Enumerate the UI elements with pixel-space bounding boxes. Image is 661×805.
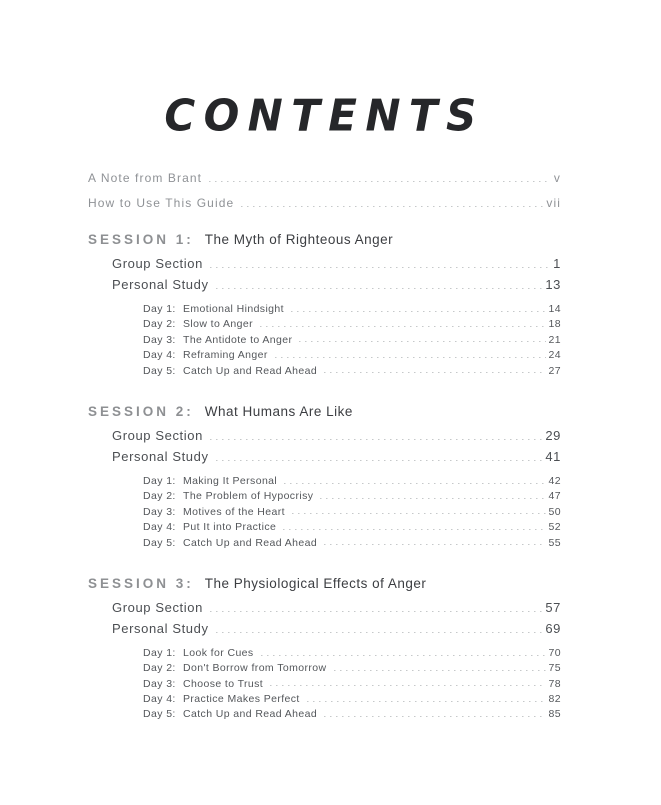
dot-leader bbox=[216, 459, 543, 461]
toc-day-entry bbox=[88, 475, 561, 490]
toc-entry-page: 14 bbox=[548, 303, 561, 315]
toc-entry bbox=[88, 449, 561, 470]
toc-entry-page: 18 bbox=[548, 318, 561, 331]
day-title: Making It Personal bbox=[183, 474, 278, 487]
dot-leader bbox=[320, 497, 545, 499]
day-title: Look for Cues bbox=[183, 646, 254, 659]
day-list bbox=[88, 647, 561, 724]
toc-entry-page: v bbox=[553, 171, 561, 185]
day-label: Day 2: bbox=[143, 662, 176, 675]
day-label: Day 2: bbox=[143, 490, 176, 503]
day-title: Catch Up and Read Ahead bbox=[183, 536, 318, 549]
dot-leader bbox=[299, 341, 545, 343]
toc-day-entry bbox=[88, 490, 561, 505]
session-label: SESSION 2: bbox=[88, 403, 194, 419]
toc-entry-label: Personal Study bbox=[112, 277, 209, 292]
day-title: Practice Makes Perfect bbox=[183, 693, 300, 706]
toc-entry bbox=[88, 171, 561, 196]
day-label: Day 5: bbox=[143, 364, 176, 377]
toc-entry-page: 57 bbox=[545, 599, 561, 615]
session-label: SESSION 1: bbox=[88, 232, 194, 247]
dot-leader bbox=[261, 654, 546, 656]
toc-entry bbox=[88, 277, 561, 298]
dot-leader bbox=[241, 205, 543, 207]
session-1 bbox=[88, 232, 561, 380]
session-2 bbox=[88, 404, 561, 552]
toc-entry-label: How to Use This Guide bbox=[88, 196, 235, 210]
toc-day-entry bbox=[88, 334, 561, 349]
toc-entry-page: 41 bbox=[545, 448, 561, 464]
toc-entry-page: 13 bbox=[545, 277, 561, 292]
toc-day-entry bbox=[88, 303, 561, 318]
day-title: The Antidote to Anger bbox=[183, 333, 293, 346]
toc-entry-page: 75 bbox=[548, 662, 561, 675]
dot-leader bbox=[324, 372, 545, 374]
dot-leader bbox=[216, 287, 543, 289]
day-title: Put It into Practice bbox=[183, 521, 277, 534]
toc-entry-label: Group Section bbox=[112, 256, 203, 271]
session-label: SESSION 3: bbox=[88, 575, 194, 591]
toc-entry-label: Personal Study bbox=[112, 448, 209, 464]
day-title: Motives of the Heart bbox=[183, 505, 285, 518]
toc-entry bbox=[88, 600, 561, 621]
day-title: Emotional Hindsight bbox=[183, 303, 284, 315]
toc-day-entry bbox=[88, 662, 561, 677]
toc-entry-page: 70 bbox=[548, 646, 561, 659]
toc-entry-page: 47 bbox=[548, 490, 561, 503]
toc-entry-page: 27 bbox=[548, 364, 561, 377]
day-label: Day 3: bbox=[143, 677, 176, 690]
session-header bbox=[88, 576, 561, 591]
toc-entry-page: 50 bbox=[548, 505, 561, 518]
dot-leader bbox=[292, 513, 546, 515]
toc-entry-page: 85 bbox=[548, 708, 561, 721]
toc-entry-label: Group Section bbox=[112, 599, 203, 615]
session-3 bbox=[88, 576, 561, 724]
page-title: CONTENTS bbox=[164, 90, 485, 141]
toc-entry-page: 29 bbox=[545, 427, 561, 443]
toc-entry-page: 1 bbox=[553, 256, 561, 271]
toc-day-entry bbox=[88, 349, 561, 364]
day-label: Day 5: bbox=[143, 708, 176, 721]
toc-entry bbox=[88, 196, 561, 221]
toc-entry-label: Group Section bbox=[112, 427, 203, 443]
toc-entry-label: Personal Study bbox=[112, 620, 209, 636]
toc-entry-page: vii bbox=[546, 196, 561, 210]
toc-entry-page: 55 bbox=[548, 536, 561, 549]
day-label: Day 4: bbox=[143, 521, 176, 534]
toc-entry-page: 24 bbox=[548, 349, 561, 362]
session-title: The Physiological Effects of Anger bbox=[204, 575, 427, 591]
toc-entry bbox=[88, 256, 561, 277]
dot-leader bbox=[210, 438, 542, 440]
front-matter-list bbox=[88, 171, 561, 221]
toc-day-entry bbox=[88, 537, 561, 552]
toc-entry-page: 69 bbox=[545, 620, 561, 636]
toc-day-entry bbox=[88, 365, 561, 380]
day-title: Catch Up and Read Ahead bbox=[183, 364, 318, 377]
day-title: Reframing Anger bbox=[183, 349, 268, 362]
toc-entry-page: 21 bbox=[548, 333, 561, 346]
day-label: Day 4: bbox=[143, 693, 176, 706]
session-header bbox=[88, 232, 561, 247]
toc-day-entry bbox=[88, 506, 561, 521]
session-header bbox=[88, 404, 561, 419]
day-label: Day 3: bbox=[143, 333, 176, 346]
dot-leader bbox=[275, 356, 546, 358]
day-label: Day 1: bbox=[143, 303, 176, 315]
toc-entry bbox=[88, 428, 561, 449]
session-title: The Myth of Righteous Anger bbox=[204, 232, 394, 247]
toc-entry-page: 82 bbox=[548, 693, 561, 706]
toc-entry-label: A Note from Brant bbox=[88, 171, 203, 185]
session-title: What Humans Are Like bbox=[204, 403, 353, 419]
toc-day-entry bbox=[88, 693, 561, 708]
dot-leader bbox=[283, 528, 545, 530]
toc-entry-page: 52 bbox=[548, 521, 561, 534]
dot-leader bbox=[334, 669, 546, 671]
toc-entry bbox=[88, 621, 561, 642]
day-label: Day 1: bbox=[143, 474, 176, 487]
toc-day-entry bbox=[88, 521, 561, 536]
dot-leader bbox=[210, 266, 550, 268]
day-label: Day 4: bbox=[143, 349, 176, 362]
toc-day-entry bbox=[88, 678, 561, 693]
day-title: The Problem of Hypocrisy bbox=[183, 490, 314, 503]
dot-leader bbox=[324, 715, 545, 717]
dot-leader bbox=[216, 631, 543, 633]
toc-day-entry bbox=[88, 647, 561, 662]
day-label: Day 5: bbox=[143, 536, 176, 549]
dot-leader bbox=[270, 685, 545, 687]
toc-entry-page: 42 bbox=[548, 474, 561, 487]
dot-leader bbox=[209, 180, 551, 182]
dot-leader bbox=[324, 544, 545, 546]
dot-leader bbox=[284, 482, 545, 484]
dot-leader bbox=[260, 325, 546, 327]
toc-day-entry bbox=[88, 708, 561, 723]
toc-day-entry bbox=[88, 318, 561, 333]
day-label: Day 3: bbox=[143, 505, 176, 518]
day-title: Don't Borrow from Tomorrow bbox=[183, 662, 327, 675]
day-list bbox=[88, 303, 561, 380]
day-label: Day 2: bbox=[143, 318, 176, 331]
dot-leader bbox=[210, 610, 542, 612]
day-list bbox=[88, 475, 561, 552]
day-title: Catch Up and Read Ahead bbox=[183, 708, 318, 721]
toc-entry-page: 78 bbox=[548, 677, 561, 690]
dot-leader bbox=[307, 700, 546, 702]
day-title: Choose to Trust bbox=[183, 677, 264, 690]
day-label: Day 1: bbox=[143, 646, 176, 659]
dot-leader bbox=[291, 310, 546, 312]
day-title: Slow to Anger bbox=[183, 318, 253, 331]
